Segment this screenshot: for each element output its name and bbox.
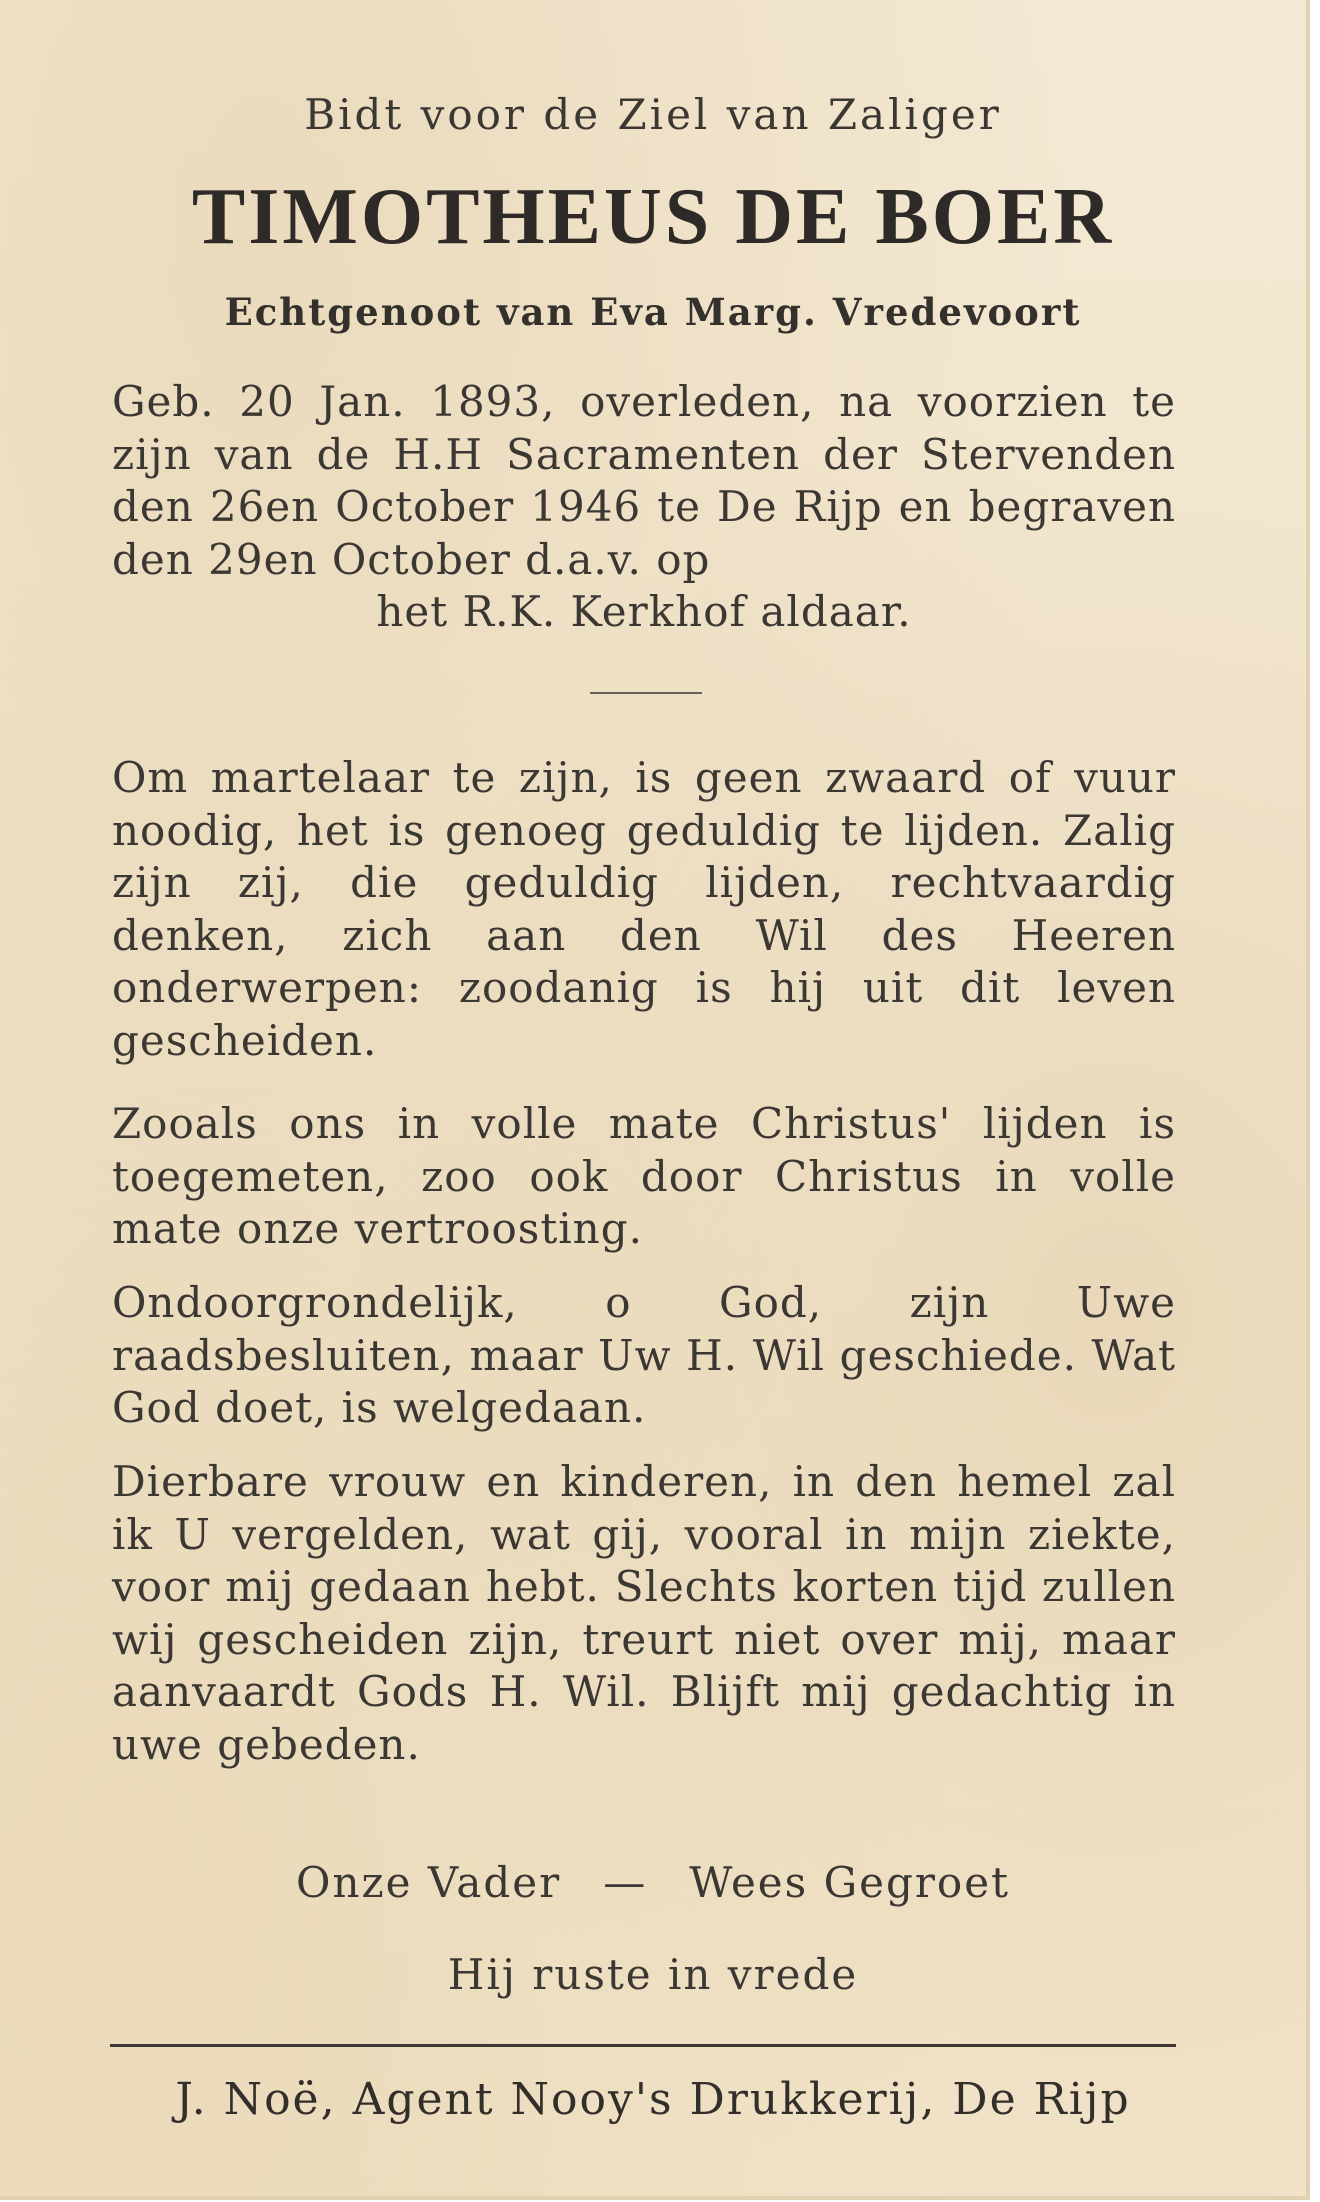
footer-rule xyxy=(110,2044,1176,2047)
prayer-separator: — xyxy=(603,1858,648,1907)
prayer-our-father: Onze Vader xyxy=(296,1858,562,1907)
printer-credit: J. Noë, Agent Nooy's Drukkerij, De Rijp xyxy=(175,2074,1131,2125)
intro-line: Bidt voor de Ziel van Zaliger xyxy=(304,90,1002,139)
section-divider xyxy=(590,692,702,694)
paragraph-god: Ondoorgrondelijk, o God, zijn Uwe raadsbesluiten, maar Uw H. Wil geschiede. Wat God doet, is welgedaan. xyxy=(112,1278,1176,1432)
paragraph-martyr: Om martelaar te zijn, is geen zwaard of vuur noodig, het is genoeg geduldig te lijden. Zalig zijn zij, die geduldig lijden, rechtvaardig denken, zich aan den Wil des Heeren onderwerpen: zoodanig is hij uit dit leven gescheiden. xyxy=(112,753,1176,1065)
biography-text: Geb. 20 Jan. 1893, overleden, na voorzien te zijn van de H.H Sacramenten der Stervenden den 26en October 1946 te De Rijp en begraven den 29en October d.a.v. op xyxy=(112,377,1176,584)
paragraph-family: Dierbare vrouw en kinderen, in den hemel zal ik U vergelden, wat gij, vooral in mijn ziekte, voor mij gedaan hebt. Slechts korten tijd zullen wij gescheiden zijn, treurt niet over mij, maar aanvaardt Gods H. Wil. Blijft mij gedachtig in uwe gebeden. xyxy=(112,1457,1176,1769)
biography-last-line: het R.K. Kerkhof aldaar. xyxy=(376,587,912,636)
rest-in-peace: Hij ruste in vrede xyxy=(447,1950,859,1999)
prayer-hail-mary: Wees Gegroet xyxy=(689,1858,1010,1907)
prayers-line xyxy=(0,1858,1306,1907)
spouse-line: Echtgenoot van Eva Marg. Vredevoort xyxy=(224,290,1082,334)
paragraph-christ: Zooals ons in volle mate Christus' lijden is toegemeten, zoo ook door Christus in volle mate onze vertroosting. xyxy=(112,1099,1176,1253)
biography xyxy=(112,376,1176,639)
deceased-name: TIMOTHEUS DE BOER xyxy=(191,173,1115,261)
